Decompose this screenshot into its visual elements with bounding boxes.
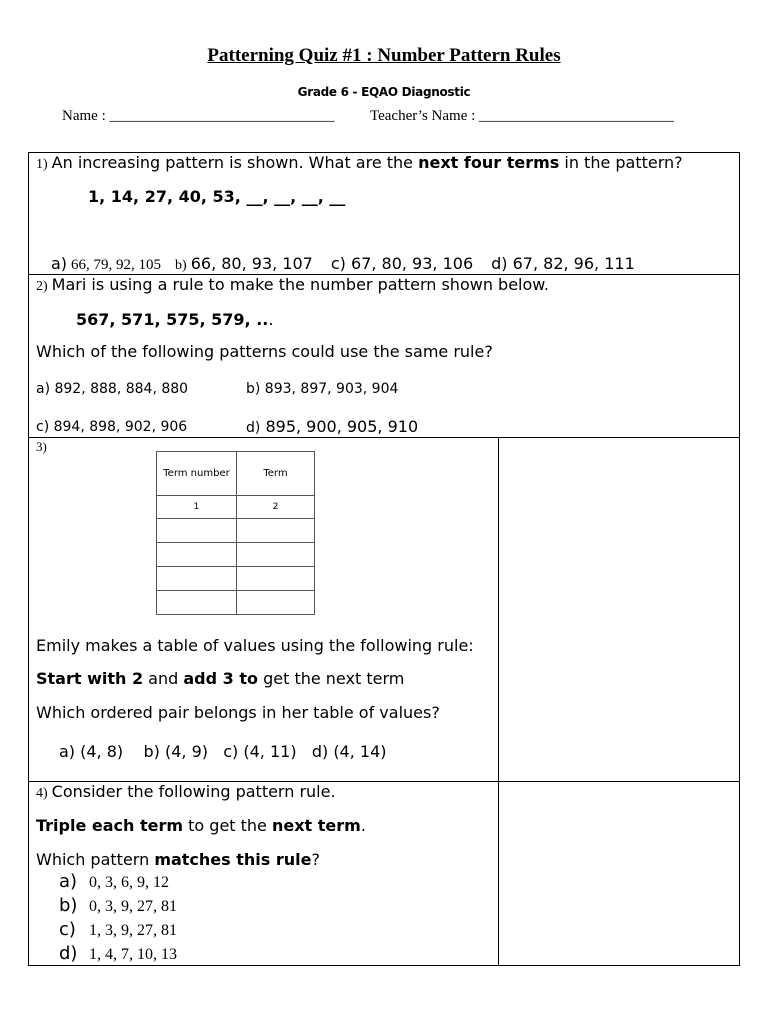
question-number: 4) <box>36 786 48 801</box>
option-value: 0, 3, 9, 27, 81 <box>89 898 177 915</box>
option-c[interactable]: c) 67, 80, 93, 106 <box>330 254 474 273</box>
option-c[interactable] <box>59 919 177 940</box>
option-value: 0, 3, 6, 9, 12 <box>89 874 169 891</box>
question-1-prompt <box>36 153 683 173</box>
number-sequence <box>76 310 273 329</box>
question-4-prompt <box>36 782 336 802</box>
table-cell[interactable] <box>237 543 315 567</box>
option-label: d) <box>59 943 78 964</box>
option-b[interactable] <box>59 895 177 916</box>
question-text-part: Which pattern <box>36 850 155 869</box>
rule-text: and <box>143 669 184 688</box>
option-d[interactable] <box>59 943 177 964</box>
question-text-bold: matches this rule <box>154 850 312 869</box>
option-label: a) <box>59 871 78 892</box>
option-d-row <box>246 417 418 436</box>
rule-bold: Start with 2 <box>36 669 144 688</box>
table-cell[interactable] <box>157 591 237 615</box>
table-header-term: Term <box>237 452 315 496</box>
question-number: 2) <box>36 279 48 294</box>
question-text: An increasing pattern is shown. What are the <box>51 153 419 172</box>
option-a[interactable]: a) 892, 888, 884, 880 <box>36 381 189 397</box>
option-a[interactable] <box>59 871 169 892</box>
answer-options[interactable]: a) (4, 8) b) (4, 9) c) (4, 11) d) (4, 14) <box>59 742 387 761</box>
question-2-prompt <box>36 275 549 295</box>
option-b[interactable]: b) 893, 897, 903, 904 <box>246 381 399 397</box>
table-cell[interactable] <box>157 519 237 543</box>
option-d[interactable]: d) 67, 82, 96, 111 <box>491 254 635 273</box>
option-label: a) <box>51 254 68 273</box>
page-subtitle: Grade 6 - EQAO Diagnostic <box>297 85 471 99</box>
question-number: 1) <box>36 157 48 172</box>
page-title: Patterning Quiz #1 : Number Pattern Rules <box>207 45 561 66</box>
question-number: 3) <box>36 439 47 454</box>
rule-bold: Triple each term <box>36 816 184 835</box>
rule-bold: add 3 to <box>183 669 258 688</box>
name-field-label: Name : ______________________________ <box>62 108 335 124</box>
table-cell: 2 <box>237 496 315 519</box>
table-cell[interactable] <box>237 519 315 543</box>
question-text: Consider the following pattern rule. <box>51 782 336 801</box>
question-text: Which of the following patterns could use the same rule? <box>36 342 493 361</box>
table-of-values <box>156 451 315 615</box>
option-b[interactable]: 66, 80, 93, 107 <box>190 254 313 273</box>
pattern-rule <box>36 669 404 688</box>
number-sequence: 1, 14, 27, 40, 53, __, __, __, __ <box>88 187 346 206</box>
option-value: 1, 4, 7, 10, 13 <box>89 946 177 963</box>
rule-text: to get the <box>183 816 272 835</box>
option-c[interactable]: c) 894, 898, 902, 906 <box>36 419 188 435</box>
sequence-values: 567, 571, 575, 579, .. <box>76 310 269 329</box>
sequence-tail: . <box>268 310 274 329</box>
question-text: Emily makes a table of values using the following rule: <box>36 636 474 655</box>
question-text-bold: next four terms <box>418 153 560 172</box>
option-label: c) <box>59 919 76 940</box>
option-label: d) <box>246 420 261 436</box>
table-cell: 1 <box>157 496 237 519</box>
option-value: 1, 3, 9, 27, 81 <box>89 922 177 939</box>
rule-bold: next term <box>271 816 361 835</box>
question-text <box>36 850 320 869</box>
table-cell[interactable] <box>157 543 237 567</box>
question-text: Which ordered pair belongs in her table of values? <box>36 703 440 722</box>
table-cell[interactable] <box>157 567 237 591</box>
rule-text: get the next term <box>258 669 405 688</box>
rule-text: . <box>360 816 366 835</box>
question-text: in the pattern? <box>559 153 683 172</box>
pattern-rule <box>36 816 366 835</box>
option-a[interactable]: 66, 79, 92, 105 <box>71 257 162 273</box>
option-label: b) <box>175 258 187 273</box>
question-text: Mari is using a rule to make the number pattern shown below. <box>51 275 549 294</box>
table-header-term-number: Term number <box>157 452 237 496</box>
teacher-name-field-label: Teacher’s Name : __________________________ <box>370 108 675 124</box>
option-label: b) <box>59 895 78 916</box>
table-cell[interactable] <box>237 591 315 615</box>
table-cell[interactable] <box>237 567 315 591</box>
question-1-options <box>51 254 635 274</box>
question-text-part: ? <box>311 850 320 869</box>
option-d[interactable]: 895, 900, 905, 910 <box>265 417 419 436</box>
